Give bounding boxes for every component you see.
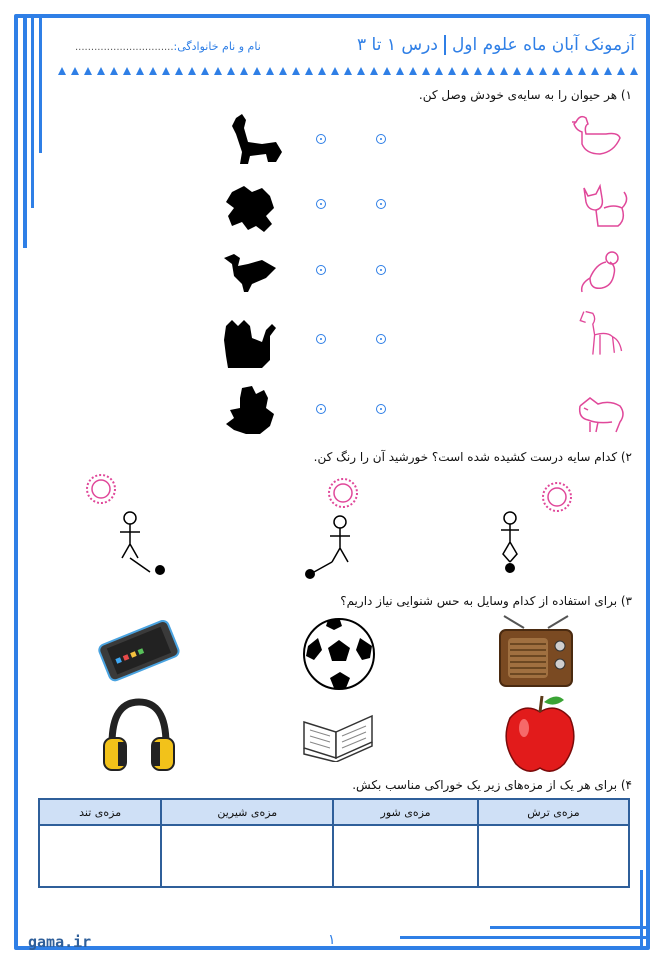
bird-silhouette [222,244,278,298]
border-triangle [448,67,456,75]
border-triangle [552,67,560,75]
footer-decor-line-2 [490,926,650,929]
header-sour: مزه‌ی ترش [478,799,629,825]
border-triangle [578,67,586,75]
left-decor-bar-1 [23,18,27,248]
apple-icon[interactable] [500,692,580,776]
border-triangle [240,67,248,75]
question-4: ۴) برای هر یک از مزه‌های زیر یک خوراکی مناسب بکش. [352,778,632,792]
border-triangle [175,67,183,75]
border-triangle [630,67,638,75]
footer-decor-line-1 [400,936,650,939]
dog-drawing [574,308,626,360]
radio-icon[interactable] [494,614,578,690]
border-triangle [149,67,157,75]
border-triangle [201,67,209,75]
match-dot-right-2[interactable] [376,199,386,209]
match-dot-left-5[interactable] [316,404,326,414]
border-triangle [396,67,404,75]
match-dot-right-4[interactable] [376,334,386,344]
border-triangle [253,67,261,75]
goose-drawing [570,110,622,162]
triangle-border [58,67,642,77]
border-triangle [565,67,573,75]
match-dot-right-5[interactable] [376,404,386,414]
border-triangle [305,67,313,75]
question-2: ۲) کدام سایه درست کشیده شده است؟ خورشید آن را رنگ کن. [313,450,632,464]
match-dot-right-3[interactable] [376,265,386,275]
site-watermark: gama.ir [28,933,92,951]
left-decor-bar-3 [39,18,42,153]
taste-table-row [39,825,629,887]
border-triangle [461,67,469,75]
border-triangle [617,67,625,75]
sun-icon-1[interactable] [84,472,118,506]
border-triangle [110,67,118,75]
sun-icon-2[interactable] [326,476,360,510]
match-dot-right-1[interactable] [376,134,386,144]
stick-figure-option-3 [475,508,545,598]
border-triangle [604,67,612,75]
soccer-ball-icon[interactable] [300,616,378,692]
border-triangle [123,67,131,75]
border-triangle [526,67,534,75]
title-main: آزمونک آبان ماه علوم اول [451,35,635,55]
border-triangle [344,67,352,75]
name-dotted-line: ............................... [75,42,174,53]
border-triangle [162,67,170,75]
title-lessons: درس ۱ تا ۳ [357,35,438,55]
border-triangle [422,67,430,75]
worksheet-title [357,35,635,55]
pig-drawing [576,388,628,440]
header-spicy: مزه‌ی تند [39,799,161,825]
question-1: ۱) هر حیوان را به سایه‌ی خودش وصل کن. [418,88,632,102]
border-triangle [279,67,287,75]
taste-table [38,798,630,888]
border-triangle [357,67,365,75]
right-decor-bar [640,870,643,950]
question-3: ۳) برای استفاده از کدام وسایل به حس شنوایی نیاز داریم؟ [340,594,632,608]
drawing-cell-spicy[interactable] [39,825,161,887]
drawing-cell-sour[interactable] [478,825,629,887]
mouse-silhouette [222,384,278,438]
match-dot-left-4[interactable] [316,334,326,344]
cat-drawing [578,180,630,232]
border-triangle [487,67,495,75]
title-separator [444,35,446,55]
border-triangle [84,67,92,75]
border-triangle [409,67,417,75]
cat-silhouette [222,316,278,370]
match-dot-left-3[interactable] [316,265,326,275]
drawing-cell-salty[interactable] [333,825,478,887]
border-triangle [513,67,521,75]
name-label: نام و نام خانوادگی: [173,40,261,53]
stick-figure-option-2 [300,510,370,600]
header-salty: مزه‌ی شور [333,799,478,825]
header-sweet: مزه‌ی شیرین [161,799,333,825]
border-triangle [539,67,547,75]
border-triangle [214,67,222,75]
student-name-field[interactable] [75,40,261,53]
border-triangle [266,67,274,75]
stick-figure-option-1 [110,508,180,598]
book-icon[interactable] [300,702,376,762]
left-decor-bar-2 [31,18,34,208]
border-triangle [591,67,599,75]
border-triangle [500,67,508,75]
border-triangle [474,67,482,75]
border-triangle [58,67,66,75]
border-triangle [370,67,378,75]
sun-icon-3[interactable] [540,480,574,514]
border-triangle [188,67,196,75]
dog-silhouette [228,112,284,166]
border-triangle [435,67,443,75]
border-triangle [136,67,144,75]
border-triangle [71,67,79,75]
border-triangle [331,67,339,75]
border-triangle [97,67,105,75]
page-number: ۱ [328,932,336,948]
pig-silhouette [222,182,278,236]
mouse-drawing [576,244,628,296]
border-triangle [383,67,391,75]
drawing-cell-sweet[interactable] [161,825,333,887]
border-triangle [292,67,300,75]
border-triangle [318,67,326,75]
match-dot-left-1[interactable] [316,134,326,144]
headphones-icon[interactable] [100,694,178,776]
mobile-phone-icon[interactable] [92,620,184,682]
taste-table-header-row [39,799,629,825]
match-dot-left-2[interactable] [316,199,326,209]
border-triangle [227,67,235,75]
